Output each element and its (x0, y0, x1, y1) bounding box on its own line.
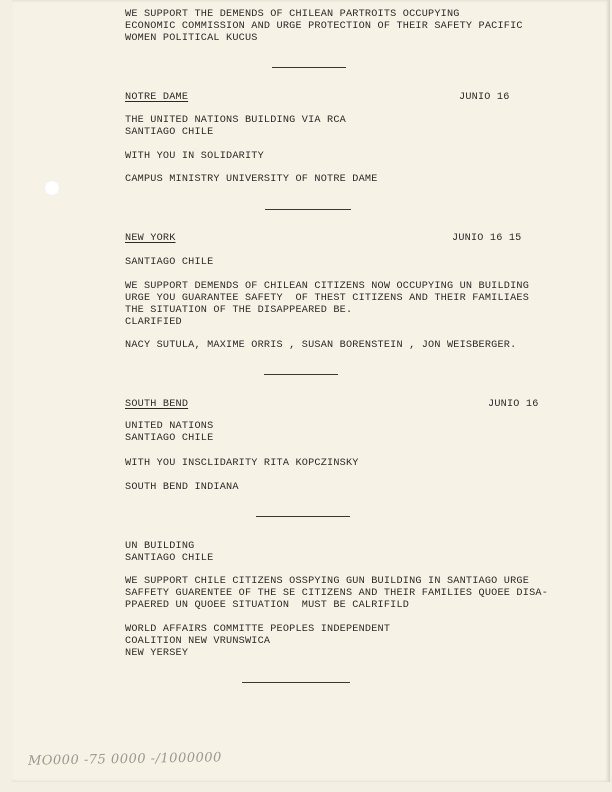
separator-rule (272, 67, 346, 68)
message-line: THE SITUATION OF THE DISAPPEARED BE. (125, 305, 353, 316)
address-line: SANTIAGO CHILE (125, 553, 214, 564)
signature-line: NEW YERSEY (125, 648, 189, 659)
message-line: URGE YOU GUARANTEE SAFETY OF THEST CITIZENS AND THEIR FAMILIAES (125, 293, 530, 304)
message-line: WE SUPPORT CHILE CITIZENS OSSPYING GUN BUILDING IN SANTIAGO URGE (125, 576, 530, 587)
date-south-bend: JUNIO 16 (488, 399, 539, 410)
punch-hole (44, 180, 60, 196)
address-line: UNITED NATIONS (125, 421, 214, 432)
address-line: UN BUILDING (125, 541, 195, 552)
heading-notre-dame: NOTRE DAME (125, 92, 189, 103)
message-line: SAFFETY GUARENTEE OF THE SE CITIZENS AND THEIR FAMILIES QUOEE DISA- (125, 588, 549, 599)
block0-line: WOMEN POLITICAL KUCUS (125, 33, 258, 44)
signature-line: CAMPUS MINISTRY UNIVERSITY OF NOTRE DAME (125, 174, 378, 185)
heading-new-york: NEW YORK (125, 233, 176, 244)
document-page (12, 0, 610, 782)
signature-line: WORLD AFFAIRS COMMITTE PEOPLES INDEPENDENT (125, 624, 391, 635)
handwritten-archive-number: MO000 -75 0000 -/1000000 (27, 750, 222, 769)
signature-line: NACY SUTULA, MAXIME ORRIS , SUSAN BORENSTEIN , JON WEISBERGER. (125, 340, 517, 351)
block0-line: ECONOMIC COMMISSION AND URGE PROTECTION OF THEIR SAFETY PACIFIC (125, 21, 523, 32)
address-line: SANTIAGO CHILE (125, 433, 214, 444)
signature-line: SOUTH BEND INDIANA (125, 482, 239, 493)
date-new-york: JUNIO 16 15 (452, 233, 522, 244)
message-line: PPAERED UN QUOEE SITUATION MUST BE CALRIFILD (125, 600, 410, 611)
message-line: WITH YOU IN SOLIDARITY (125, 151, 264, 162)
separator-rule (256, 516, 350, 517)
heading-south-bend: SOUTH BEND (125, 399, 189, 410)
separator-rule (264, 374, 338, 375)
separator-rule (242, 682, 350, 683)
message-line: WE SUPPORT DEMENDS OF CHILEAN CITIZENS NOW OCCUPYING UN BUILDING (125, 281, 530, 292)
message-line: CLARIFIED (125, 317, 182, 328)
address-line: SANTIAGO CHILE (125, 257, 214, 268)
address-line: THE UNITED NATIONS BUILDING VIA RCA (125, 115, 346, 126)
separator-rule (265, 209, 351, 210)
address-line: SANTIAGO CHILE (125, 127, 214, 138)
signature-line: COALITION NEW VRUNSWICA (125, 636, 271, 647)
date-notre-dame: JUNIO 16 (459, 92, 510, 103)
block0-line: WE SUPPORT THE DEMENDS OF CHILEAN PARTROITS OCCUPYING (125, 9, 460, 20)
message-line: WITH YOU INSCLIDARITY RITA KOPCZINSKY (125, 458, 359, 469)
